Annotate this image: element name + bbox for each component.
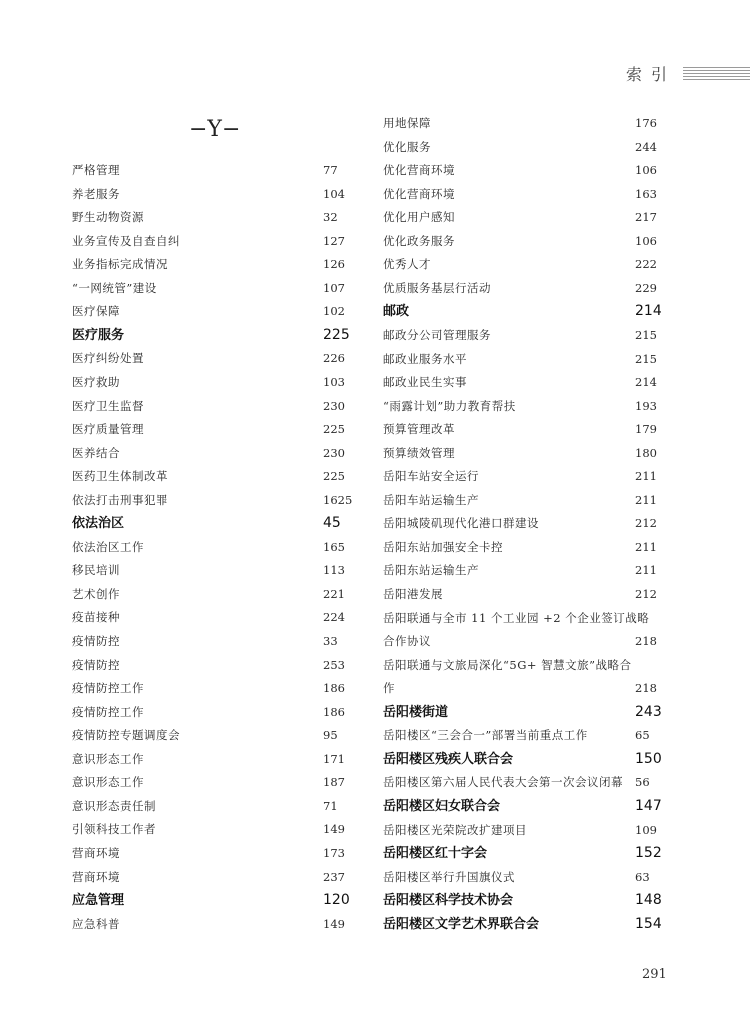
index-entry — [383, 300, 673, 323]
index-entry-term: 严格管理 — [72, 163, 120, 177]
index-entry-page: 180 — [635, 445, 657, 460]
index-entry-term: 优化用户感知 — [383, 210, 455, 225]
index-entry-page: 217 — [635, 210, 657, 225]
index-entry — [383, 159, 673, 182]
index-entry-page: 212 — [635, 516, 657, 531]
index-entry-term: 医疗质量管理 — [72, 422, 144, 437]
index-entry-page: 102 — [323, 304, 345, 319]
index-entry — [383, 442, 673, 465]
index-entry-page: 176 — [635, 116, 657, 130]
index-entry — [72, 395, 362, 418]
index-entry-term: 养老服务 — [72, 186, 120, 201]
index-entry-page: 154 — [635, 915, 662, 932]
index-entry — [72, 771, 362, 794]
index-entry — [72, 559, 362, 582]
index-entry-page: 225 — [323, 326, 350, 343]
index-entry-page: 230 — [323, 445, 345, 460]
index-entry-page: 148 — [635, 892, 662, 909]
index-entry-term: 用地保障 — [383, 116, 431, 130]
index-entry-term: 岳阳楼区文学艺术界联合会 — [383, 916, 540, 932]
index-entry-page: 171 — [323, 751, 345, 766]
index-entry-term: 作 — [383, 681, 395, 696]
index-entry-term: 疫情防控 — [72, 634, 120, 648]
index-entry-page: 214 — [635, 375, 657, 390]
index-entry — [72, 230, 362, 253]
index-entry-page: 1625 — [323, 492, 353, 507]
index-entry-page: 71 — [323, 798, 338, 813]
index-entry-term: “雨露计划”助力教育帮扶 — [383, 398, 516, 413]
index-entry-page: 104 — [323, 186, 345, 201]
index-entry-term: 优化营商环境 — [383, 186, 455, 201]
index-entry-page: 113 — [323, 563, 345, 578]
index-entry — [72, 818, 362, 841]
index-entry-term: 优化政务服务 — [383, 233, 455, 248]
index-entry-term: 疫情防控专题调度会 — [72, 728, 180, 743]
index-entry-term: 邮政业民生实事 — [383, 375, 467, 390]
index-entry — [383, 277, 673, 300]
index-entry — [72, 724, 362, 747]
index-entry — [383, 183, 673, 206]
index-entry — [72, 183, 362, 206]
index-entry — [383, 395, 673, 418]
index-entry-page: 32 — [323, 210, 338, 225]
index-entry-page: 222 — [635, 257, 657, 272]
index-entry-page: 95 — [323, 728, 338, 743]
index-entry-page: 215 — [635, 351, 657, 366]
index-entry-page: 120 — [323, 892, 350, 909]
index-entry — [383, 630, 673, 653]
index-entry-term: 岳阳楼区科学技术协会 — [383, 893, 514, 909]
index-entry-term: 岳阳楼区红十字会 — [383, 846, 488, 862]
index-entry — [72, 748, 362, 771]
index-entry-term: 岳阳车站安全运行 — [383, 469, 479, 484]
index-entry-page: 253 — [323, 657, 345, 672]
index-entry-term: 医疗纠纷处置 — [72, 351, 144, 366]
index-entry-page: 65 — [635, 728, 650, 743]
index-entry-page: 106 — [635, 163, 657, 178]
index-entry-page: 163 — [635, 186, 657, 201]
header-decoration-lines — [683, 67, 750, 81]
index-entry — [383, 889, 673, 912]
index-entry — [383, 324, 673, 347]
index-entry-page: 224 — [323, 610, 345, 625]
index-entry-page: 149 — [323, 916, 345, 931]
index-entry-term: 优质服务基层行活动 — [383, 280, 491, 295]
index-entry-term: 医疗救助 — [72, 374, 120, 389]
index-entry-page: 165 — [323, 539, 345, 554]
index-entry — [383, 112, 673, 135]
index-entry-term: 岳阳联通与文旅局深化“5G+ 智慧文旅”战略合 — [383, 657, 632, 672]
index-entry-term: 医疗保障 — [72, 304, 120, 319]
index-entry-term: 岳阳车站运输生产 — [383, 492, 479, 507]
index-entry — [72, 630, 362, 653]
index-entry-page: 149 — [323, 822, 345, 837]
index-entry-term: 依法治区工作 — [72, 539, 144, 554]
index-entry — [72, 418, 362, 441]
index-entry-page: 186 — [323, 704, 345, 719]
index-entry — [72, 677, 362, 700]
index-entry — [383, 253, 673, 276]
index-entry — [72, 206, 362, 229]
index-entry — [383, 512, 673, 535]
index-entry-term: 引领科技工作者 — [72, 822, 156, 837]
index-entry-term: 岳阳楼街道 — [383, 704, 449, 720]
index-entry — [383, 348, 673, 371]
index-entry-page: 225 — [323, 422, 345, 437]
index-entry-page: 152 — [635, 845, 662, 862]
index-entry-term: 岳阳楼区妇女联合会 — [383, 798, 501, 814]
index-entry-page: 186 — [323, 681, 345, 696]
index-entry-term: 岳阳联通与全市 11 个工业园 +2 个企业签订战略 — [383, 610, 650, 625]
index-entry-page: 77 — [323, 163, 338, 177]
index-entry — [383, 583, 673, 606]
index-entry — [72, 277, 362, 300]
index-entry-page: 126 — [323, 257, 345, 272]
index-entry — [72, 159, 362, 182]
index-entry-term: 优化营商环境 — [383, 163, 455, 178]
index-entry-page: 56 — [635, 775, 650, 790]
index-entry-page: 243 — [635, 703, 662, 720]
index-entry-term: 预算绩效管理 — [383, 445, 455, 460]
index-entry-term: 邮政分公司管理服务 — [383, 327, 491, 342]
section-letter: −Y− — [189, 117, 241, 142]
index-entry-page: 215 — [635, 327, 657, 342]
index-entry — [72, 489, 362, 512]
index-entry-term: 应急管理 — [72, 893, 125, 909]
index-entry-term: 岳阳楼区第六届人民代表大会第一次会议闭幕 — [383, 775, 623, 790]
index-entry-term: 医疗服务 — [72, 327, 125, 343]
index-entry-page: 109 — [635, 822, 657, 837]
index-entry-term: 岳阳楼区光荣院改扩建项目 — [383, 822, 527, 837]
index-entry — [72, 701, 362, 724]
index-entry-page: 237 — [323, 869, 345, 884]
index-entry-page: 225 — [323, 469, 345, 484]
index-entry — [72, 583, 362, 606]
index-entry — [72, 465, 362, 488]
index-entry — [383, 230, 673, 253]
index-entry — [383, 819, 673, 842]
index-entry-page: 214 — [635, 303, 662, 320]
index-entry — [72, 889, 362, 912]
index-entry — [72, 654, 362, 677]
index-entry-term: 合作协议 — [383, 634, 431, 649]
index-entry-page: 211 — [635, 469, 657, 484]
index-entry — [72, 253, 362, 276]
index-entry-term: 优化服务 — [383, 139, 431, 154]
index-entry-page: 221 — [323, 586, 345, 601]
index-entry-page: 150 — [635, 750, 662, 767]
index-entry-page: 229 — [635, 280, 657, 295]
index-entry — [383, 559, 673, 582]
index-entry-page: 173 — [323, 845, 345, 860]
running-header: 索引 — [626, 65, 677, 84]
index-entry-page: 230 — [323, 398, 345, 413]
index-entry-term: 岳阳楼区残疾人联合会 — [383, 751, 514, 767]
index-entry-term: 优秀人才 — [383, 257, 431, 272]
index-entry-term: 业务宣传及自查自纠 — [72, 233, 180, 248]
index-entry — [72, 536, 362, 559]
index-entry-page: 179 — [635, 422, 657, 437]
index-entry-term: 营商环境 — [72, 845, 120, 860]
index-entry-term: 岳阳城陵矶现代化港口群建设 — [383, 516, 539, 531]
index-entry-term: 疫苗接种 — [72, 610, 120, 625]
index-entry-term: 岳阳楼区举行升国旗仪式 — [383, 869, 515, 884]
index-entry — [383, 677, 673, 700]
index-entry — [72, 913, 362, 936]
index-entry-page: 218 — [635, 634, 657, 649]
index-entry — [72, 371, 362, 394]
index-entry — [383, 418, 673, 441]
index-entry — [383, 371, 673, 394]
index-entry-term: 疫情防控 — [72, 657, 120, 672]
index-entry-page: 107 — [323, 280, 345, 295]
index-entry — [72, 606, 362, 629]
index-entry-page: 211 — [635, 539, 657, 554]
index-entry-page: 63 — [635, 869, 650, 884]
index-entry-page: 212 — [635, 587, 657, 601]
index-entry-term: 医养结合 — [72, 445, 120, 460]
index-entry — [383, 654, 673, 677]
index-entry — [72, 842, 362, 865]
index-entry — [383, 866, 673, 889]
index-entry-term: “一网统管”建设 — [72, 280, 157, 295]
index-entry — [72, 324, 362, 347]
index-entry-page: 147 — [635, 797, 662, 814]
index-entry — [72, 347, 362, 370]
index-entry — [383, 536, 673, 559]
index-entry — [72, 300, 362, 323]
index-entry-term: 邮政 — [383, 304, 410, 320]
index-entry — [383, 913, 673, 936]
page-number: 291 — [642, 967, 667, 982]
index-entry-page: 187 — [323, 775, 345, 790]
index-entry-term: 岳阳港发展 — [383, 587, 443, 601]
index-entry — [383, 748, 673, 771]
index-entry-term: 意识形态工作 — [72, 751, 144, 766]
index-entry-term: 意识形态责任制 — [72, 798, 156, 813]
index-entry — [72, 442, 362, 465]
index-entry-term: 意识形态工作 — [72, 775, 144, 790]
index-entry — [383, 607, 673, 630]
index-entry-term: 依法打击刑事犯罪 — [72, 492, 168, 507]
index-entry-page: 244 — [635, 139, 657, 154]
index-entry-page: 33 — [323, 634, 338, 648]
index-entry-term: 预算管理改革 — [383, 422, 455, 437]
index-entry — [383, 701, 673, 724]
index-entry-term: 营商环境 — [72, 869, 120, 884]
index-entry — [72, 512, 362, 535]
index-entry-page: 106 — [635, 233, 657, 248]
index-entry — [383, 771, 673, 794]
index-entry-page: 218 — [635, 681, 657, 696]
index-entry — [383, 465, 673, 488]
index-entry-term: 医药卫生体制改革 — [72, 469, 168, 484]
index-entry-term: 应急科普 — [72, 916, 120, 931]
index-entry-term: 艺术创作 — [72, 586, 120, 601]
index-entry — [72, 795, 362, 818]
index-entry-term: 疫情防控工作 — [72, 681, 144, 696]
index-entry-page: 127 — [323, 233, 345, 248]
index-entry-term: 岳阳楼区“三会合一”部署当前重点工作 — [383, 728, 588, 743]
index-entry-term: 业务指标完成情况 — [72, 257, 168, 272]
index-entry-term: 野生动物资源 — [72, 210, 144, 225]
index-entry — [383, 206, 673, 229]
index-entry — [383, 795, 673, 818]
index-entry — [383, 136, 673, 159]
index-entry-term: 疫情防控工作 — [72, 704, 144, 719]
index-entry-page: 45 — [323, 515, 341, 532]
index-entry — [72, 866, 362, 889]
index-entry-term: 岳阳东站加强安全卡控 — [383, 539, 503, 554]
index-entry-term: 岳阳东站运输生产 — [383, 563, 479, 578]
index-entry-term: 医疗卫生监督 — [72, 398, 144, 413]
index-entry-term: 邮政业服务水平 — [383, 351, 467, 366]
index-entry — [383, 842, 673, 865]
index-entry-page: 226 — [323, 351, 345, 366]
index-entry-page: 193 — [635, 398, 657, 413]
index-entry-term: 依法治区 — [72, 516, 125, 532]
index-entry — [383, 489, 673, 512]
index-entry-term: 移民培训 — [72, 563, 120, 578]
index-entry — [383, 724, 673, 747]
index-entry-page: 211 — [635, 492, 657, 507]
index-entry-page: 211 — [635, 563, 657, 578]
index-entry-page: 103 — [323, 374, 345, 389]
